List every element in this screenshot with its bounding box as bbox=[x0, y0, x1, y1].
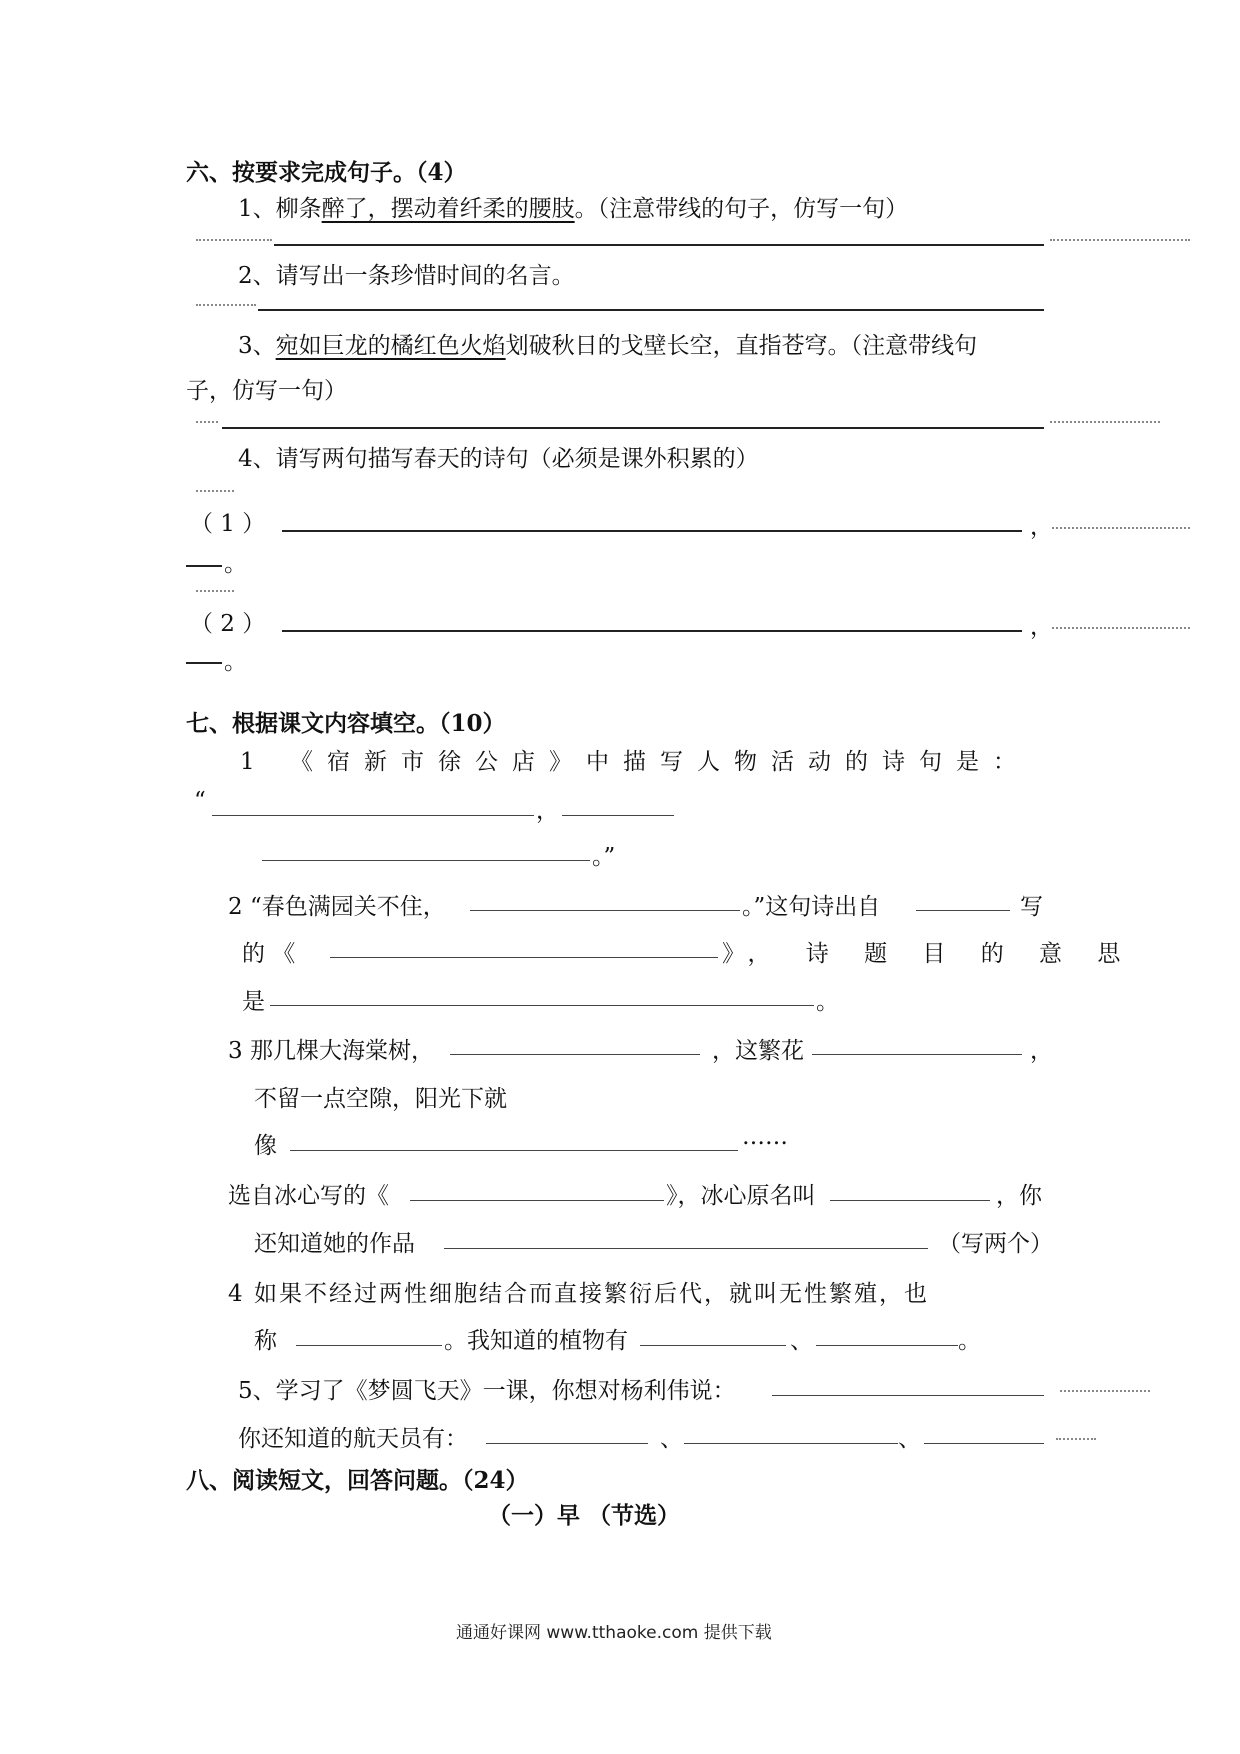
s7-question-1: 1 《宿新市徐公店》中描写人物活动的诗句是： bbox=[240, 749, 1030, 775]
poem-1-period: 。 bbox=[224, 551, 247, 577]
s7-q1-open-quote: “ bbox=[194, 788, 206, 814]
answer-line-s6-q2[interactable] bbox=[258, 309, 1044, 311]
s6-question-3-cont: 子，仿写一句） bbox=[186, 378, 347, 404]
poem-2-period: 。 bbox=[224, 649, 247, 675]
s6-question-3 bbox=[238, 327, 977, 360]
answer-line-s7-q2c[interactable] bbox=[330, 957, 718, 958]
poem-1-label: （ 1 ） bbox=[190, 511, 266, 537]
answer-line-poem-2b[interactable] bbox=[186, 662, 222, 664]
answer-line-s7-q1a[interactable] bbox=[212, 815, 534, 816]
answer-line-s7-q5b[interactable] bbox=[486, 1443, 648, 1444]
s7-q3-g: 选自冰心写的《 bbox=[228, 1183, 389, 1209]
s7-q5-sep-1: 、 bbox=[660, 1426, 683, 1452]
answer-line-s7-q3b[interactable] bbox=[812, 1054, 1022, 1055]
answer-line-s7-q5d[interactable] bbox=[924, 1443, 1044, 1444]
answer-line-s7-q1b[interactable] bbox=[562, 815, 674, 816]
s7-q3-d: 不留一点空隙，阳光下就 bbox=[254, 1086, 507, 1112]
answer-line-s7-q5c[interactable] bbox=[684, 1443, 898, 1444]
s6-q3-underlined: 宛如巨龙的橘红色火焰 bbox=[275, 333, 506, 359]
s7-q5-b: 你还知道的航天员有： bbox=[238, 1426, 468, 1452]
answer-line-poem-1[interactable] bbox=[282, 530, 1022, 532]
dots-decor bbox=[196, 590, 234, 592]
s7-q2-b: 。”这句诗出自 bbox=[742, 894, 881, 920]
s7-q3-j: 还知道她的作品 bbox=[254, 1231, 415, 1257]
answer-line-s7-q4c[interactable] bbox=[816, 1345, 958, 1346]
s7-q4-d: 、 bbox=[790, 1328, 813, 1354]
section-6-heading: 六、按要求完成句子。（4） bbox=[186, 159, 467, 186]
s7-q3-f: …… bbox=[742, 1124, 788, 1150]
passage-title: （一）早 （节选） bbox=[488, 1502, 681, 1529]
s7-q2-c: 写 bbox=[1020, 894, 1043, 920]
s7-q4-e: 。 bbox=[958, 1328, 981, 1354]
answer-line-s7-q3e[interactable] bbox=[830, 1200, 990, 1201]
answer-line-s7-q3a[interactable] bbox=[450, 1054, 700, 1055]
s7-q4-a: 4 如果不经过两性细胞结合而直接繁衍后代，就叫无性繁殖，也 bbox=[228, 1281, 929, 1307]
answer-line-s7-q4b[interactable] bbox=[640, 1345, 786, 1346]
dots-decor bbox=[1052, 627, 1190, 629]
dots-decor bbox=[1050, 421, 1160, 423]
poem-2-comma: ， bbox=[1030, 614, 1053, 640]
dots-decor bbox=[1060, 1390, 1150, 1392]
s6-question-4: 4、请写两句描写春天的诗句（必须是课外积累的） bbox=[238, 446, 759, 472]
s7-q1-comma: ， bbox=[536, 798, 559, 824]
s7-q3-a: 3 那几棵大海棠树， bbox=[228, 1038, 434, 1064]
dots-decor bbox=[1050, 239, 1190, 241]
answer-line-s6-q1[interactable] bbox=[274, 244, 1044, 246]
answer-line-s7-q2d[interactable] bbox=[270, 1005, 814, 1006]
s7-q3-k: （写两个） bbox=[938, 1231, 1053, 1257]
s7-q5-sep-2: 、 bbox=[898, 1426, 921, 1452]
s7-q3-i: ，你 bbox=[996, 1183, 1042, 1209]
s6-q3-prefix: 3、 bbox=[238, 333, 276, 359]
answer-line-s7-q2a[interactable] bbox=[470, 910, 740, 911]
s7-q3-h: 》，冰心原名叫 bbox=[666, 1183, 816, 1209]
s7-q2-e: 》， 诗 题 目 的 意 思 bbox=[722, 941, 1135, 967]
answer-line-s7-q2b[interactable] bbox=[916, 910, 1010, 911]
answer-line-s6-q3[interactable] bbox=[222, 427, 1044, 429]
dots-decor bbox=[1052, 527, 1190, 529]
s7-q2-a: 2 “春色满园关不住， bbox=[228, 894, 446, 920]
dots-decor bbox=[196, 490, 234, 492]
s7-q2-g: 。 bbox=[816, 989, 839, 1015]
s7-q2-d: 的 《 bbox=[242, 941, 296, 967]
answer-line-s7-q4a[interactable] bbox=[296, 1345, 442, 1346]
s7-q5-a: 5、学习了《梦圆飞天》一课，你想对杨利伟说： bbox=[238, 1378, 736, 1404]
s6-question-1 bbox=[238, 190, 908, 223]
answer-line-s7-q3c[interactable] bbox=[290, 1150, 738, 1151]
s7-q3-b: ，这繁花 bbox=[712, 1038, 804, 1064]
dots-decor bbox=[1056, 1438, 1096, 1440]
section-7-heading: 七、根据课文内容填空。（10） bbox=[186, 710, 506, 737]
dots-decor bbox=[196, 239, 272, 241]
answer-line-s7-q5a[interactable] bbox=[772, 1395, 1044, 1396]
s7-q3-e: 像 bbox=[254, 1133, 277, 1159]
answer-line-s7-q3d[interactable] bbox=[410, 1200, 664, 1201]
s6-q1-rest: 。（注意带线的句子，仿写一句） bbox=[574, 196, 909, 222]
s6-q1-underlined: 醉了，摆动着纤柔的腰肢 bbox=[321, 196, 575, 222]
dots-decor bbox=[196, 304, 256, 306]
s6-q3-rest: 划破秋日的戈壁长空，直指苍穹。（注意带线句 bbox=[505, 333, 978, 359]
s7-q4-b: 称 bbox=[254, 1328, 277, 1354]
answer-line-poem-2[interactable] bbox=[282, 630, 1022, 632]
s7-q4-c: 。我知道的植物有 bbox=[444, 1328, 628, 1354]
s7-q1-close: 。” bbox=[592, 844, 616, 870]
s6-question-2: 2、请写出一条珍惜时间的名言。 bbox=[238, 263, 575, 289]
s7-q2-f: 是 bbox=[242, 989, 265, 1015]
answer-line-s7-q1c[interactable] bbox=[262, 860, 590, 861]
poem-2-label: （ 2 ） bbox=[190, 611, 266, 637]
answer-line-s7-q3f[interactable] bbox=[444, 1248, 928, 1249]
footer-watermark: 通通好课网 www.tthaoke.com 提供下载 bbox=[456, 1623, 772, 1643]
answer-line-poem-1b[interactable] bbox=[186, 565, 222, 567]
poem-1-comma: ， bbox=[1030, 514, 1053, 540]
s7-q3-c: ， bbox=[1030, 1038, 1053, 1064]
section-8-heading: 八、阅读短文，回答问题。（24） bbox=[186, 1467, 529, 1494]
dots-decor bbox=[196, 421, 218, 423]
s6-q1-prefix: 1、柳条 bbox=[238, 196, 322, 222]
